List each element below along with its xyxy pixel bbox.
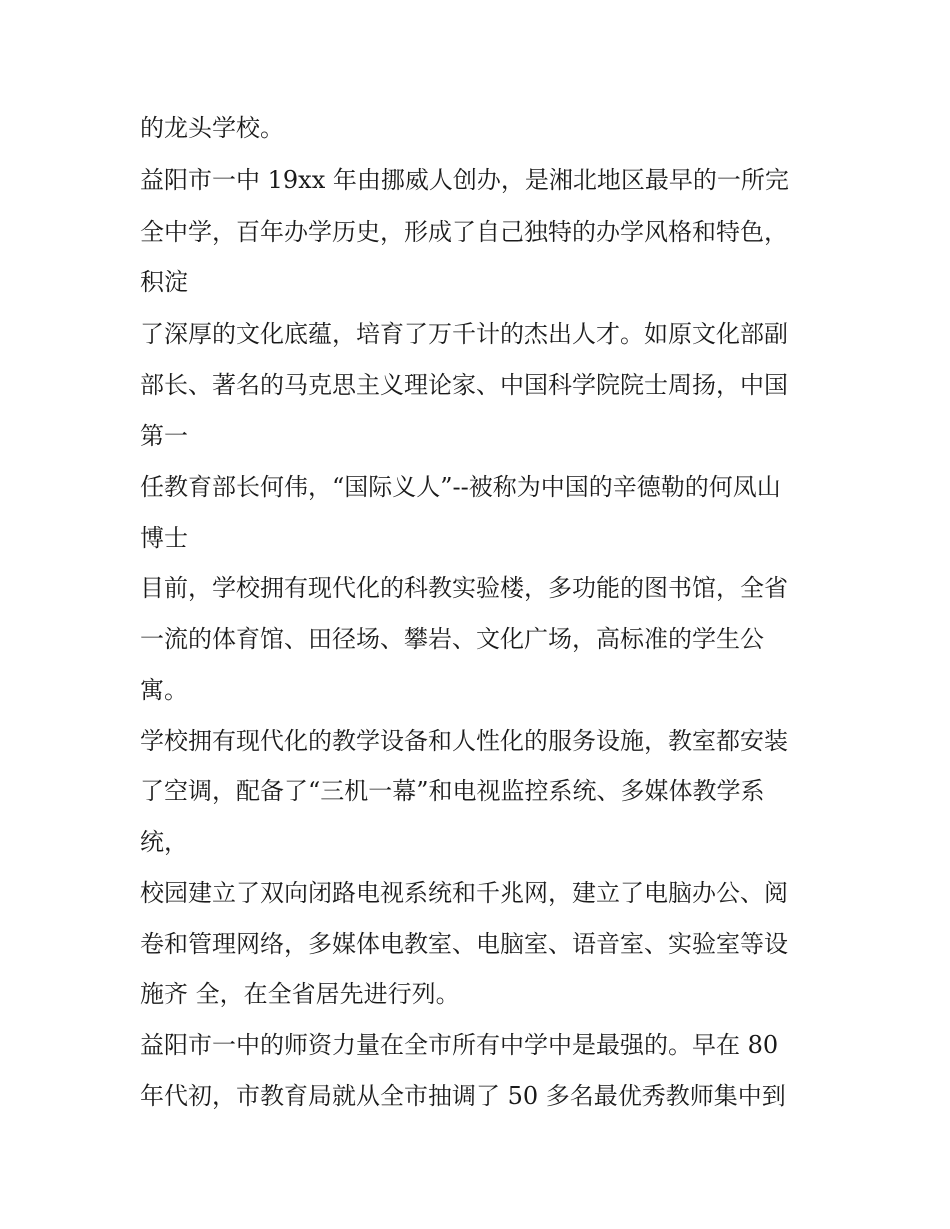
text-line: 校园建立了双向闭路电视系统和千兆网，建立了电脑办公、阅 [140,879,788,907]
text-line: 一流的体育馆、田径场、攀岩、文化广场，高标准的学生公 [140,625,764,653]
text-line: 了空调，配备了“三机一幕”和电视监控系统、多媒体教学系 [140,777,765,805]
text-line: 年代初，市教育局就从全市抽调了 50 多名最优秀教师集中到 [140,1082,786,1110]
text-line: 学校拥有现代化的教学设备和人性化的服务设施，教室都安装 [140,727,788,755]
text-line: 全中学，百年办学历史，形成了自己独特的办学风格和特色， [140,218,788,246]
text-line: 统， [140,828,188,856]
text-line: 施齐 全，在全省居先进行列。 [140,980,460,1008]
text-line: 第一 [140,422,188,450]
text-line: 益阳市一中的师资力量在全市所有中学中是最强的。早在 80 [140,1031,779,1059]
text-line: 的龙头学校。 [140,114,284,142]
text-line: 益阳市一中 19xx 年由挪威人创办，是湘北地区最早的一所完 [140,166,789,194]
text-line: 寓。 [140,676,188,704]
text-line: 卷和管理网络，多媒体电教室、电脑室、语音室、实验室等设 [140,930,788,958]
text-line: 任教育部长何伟，“国际义人”--被称为中国的辛德勒的何凤山 [140,473,781,501]
text-line: 博士 [140,524,188,552]
text-line: 部长、著名的马克思主义理论家、中国科学院院士周扬，中国 [140,371,788,399]
text-line: 目前，学校拥有现代化的科教实验楼，多功能的图书馆，全省 [140,574,788,602]
text-line: 了深厚的文化底蕴，培育了万千计的杰出人才。如原文化部副 [140,320,788,348]
text-line: 积淀 [140,268,188,296]
